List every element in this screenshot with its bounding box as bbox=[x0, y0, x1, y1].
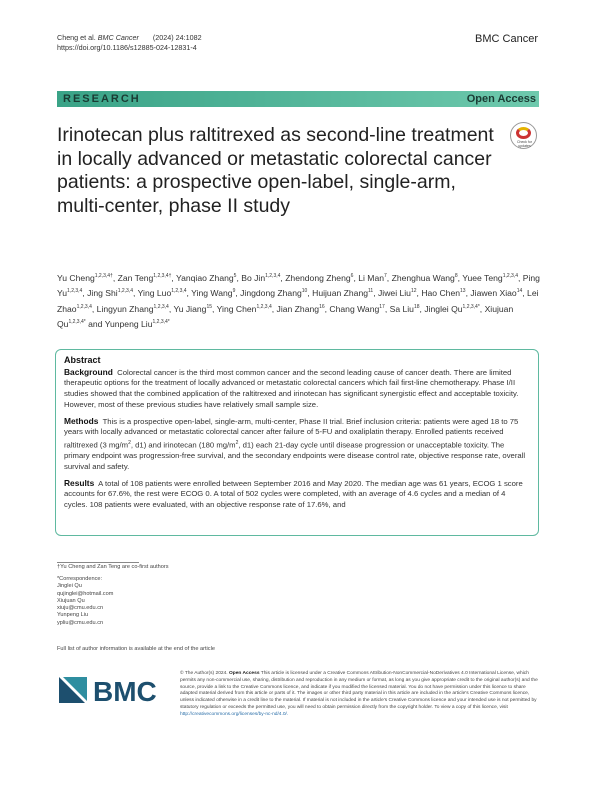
author-name-text: Ying Wang bbox=[191, 288, 233, 299]
author-name bbox=[470, 288, 522, 298]
author-affiliation-sup: 9 bbox=[232, 288, 236, 295]
article-title: Irinotecan plus raltitrexed as second-line treatment in locally advanced or metastatic colorectal cancer patients: a prospective open-label, single-arm, multi-center, phase II study bbox=[57, 124, 494, 217]
author-name bbox=[138, 288, 187, 298]
section-banner bbox=[57, 91, 539, 107]
logo-text: BMC bbox=[93, 676, 157, 707]
author-name bbox=[176, 273, 236, 283]
license-text bbox=[180, 671, 540, 719]
check-for-updates-icon[interactable] bbox=[510, 122, 537, 149]
author-name-text: Ying Luo bbox=[137, 288, 172, 299]
abstract-box bbox=[55, 349, 539, 536]
bmc-logo-icon bbox=[57, 673, 172, 707]
author-name bbox=[277, 304, 325, 314]
author-name-text: Ping Yu bbox=[57, 272, 540, 299]
author-name-text: Xiujuan Qu bbox=[57, 303, 514, 330]
author-name bbox=[358, 273, 387, 283]
author-name-text: Yu Cheng bbox=[57, 272, 95, 283]
author-affiliation-sup: 1,2,3,4† bbox=[94, 273, 113, 279]
author-name-text: Hao Chen bbox=[421, 288, 461, 299]
methods-text-c: , d1) each 21-day cycle until disease progression or unacceptable toxicity. The primary endpoint was progression-free survival, and the secondary endpoints were disease control rate, objective response rate, overall survival and safety. bbox=[64, 440, 526, 471]
author-name-text: Jinglei Qu bbox=[424, 303, 463, 314]
author-name-text: Chang Wang bbox=[329, 303, 380, 314]
author-name-text: Jingdong Zhang bbox=[240, 288, 302, 299]
author-name-text: Sa Liu bbox=[389, 303, 414, 314]
citation-authors: Cheng et al. bbox=[57, 33, 96, 42]
journal-name: BMC Cancer bbox=[475, 33, 538, 45]
bmc-logo bbox=[57, 673, 172, 707]
author-affiliation-sup: 1,2,3,4 bbox=[171, 288, 187, 295]
results-label: Results bbox=[64, 477, 95, 488]
author-name bbox=[390, 304, 420, 314]
author-name bbox=[217, 304, 272, 314]
author-name bbox=[118, 273, 172, 283]
author-affiliation-sup: 1,2,3,4* bbox=[68, 319, 86, 326]
results-text: A total of 108 patients were enrolled between September 2016 and May 2020. The median age was 61 years, ECOG 1 score accounts for 67.6%, the rest were ECOG 0. A total of 502 cycles were completed, with an average of 4.6 cycles and a median of 4 cycles. 108 patients were evaluated, with an objective response rate of 17.6%, and bbox=[64, 478, 523, 509]
author-name-text: Bo Jin bbox=[241, 272, 266, 283]
author-name-text: Li Man bbox=[358, 272, 385, 283]
contact-name: Xiujuan Qu bbox=[57, 597, 85, 604]
contact-list bbox=[57, 583, 113, 627]
background-text: Colorectal cancer is the third most common cancer and the second leading cause of cancer death. There are limited therapeutic options for the treatment of locally advanced or metastatic colorectal cancers which fail first-line chemotherapy. Phase I/II studies showed that the combined application of the raltitrexed and irinotecan has significant synergistic effect and acceptable toxicity. However, most of these previous studies have relatively small sample size. bbox=[64, 367, 519, 409]
author-name-text: Zhendong Zheng bbox=[285, 272, 351, 283]
contact-email[interactable]: qujinglei@hotmail.com bbox=[57, 590, 114, 597]
author-affiliation-sup: 1,2,3,4 bbox=[76, 303, 92, 310]
author-name bbox=[312, 288, 373, 298]
author-affiliation-sup: 10 bbox=[301, 288, 308, 295]
methods-sup-2: 2 bbox=[235, 439, 239, 446]
abstract-background bbox=[64, 367, 530, 411]
author-affiliation-sup: 1,2,3,4 bbox=[265, 273, 281, 279]
author-name-text: Ying Chen bbox=[216, 303, 257, 314]
author-name-text: Jian Zhang bbox=[276, 303, 320, 314]
footnote-divider bbox=[57, 562, 139, 563]
author-affiliation-sup: 15 bbox=[206, 303, 212, 310]
background-label: Background bbox=[64, 366, 113, 377]
author-name-text: Yunpeng Liu bbox=[104, 319, 153, 330]
check-updates-ring-icon bbox=[516, 127, 531, 139]
author-name-text: Yanqiao Zhang bbox=[176, 272, 234, 283]
author-name bbox=[173, 304, 212, 314]
contact-email[interactable]: ypliu@cmu.edu.cn bbox=[57, 619, 104, 626]
abstract-methods bbox=[64, 416, 530, 473]
author-info-note: Full list of author information is available at the end of the article bbox=[57, 646, 215, 652]
author-affiliation-sup: 13 bbox=[460, 288, 466, 295]
author-name-text: Huijuan Zhang bbox=[312, 288, 369, 299]
author-name bbox=[378, 288, 417, 298]
author-name bbox=[105, 319, 170, 329]
author-name bbox=[87, 288, 133, 298]
author-affiliation-sup: 17 bbox=[379, 303, 385, 310]
correspondence-block bbox=[57, 576, 113, 627]
author-name-text: Zan Teng bbox=[117, 272, 154, 283]
author-name bbox=[241, 273, 280, 283]
author-name-text: Lei Zhao bbox=[57, 288, 539, 314]
contact-name: Jinglei Qu bbox=[57, 583, 82, 590]
contact-name: Yunpeng Liu bbox=[57, 612, 89, 619]
author-name-text: Lingyun Zhang bbox=[96, 303, 154, 314]
license-url[interactable]: http://creativecommons.org/licenses/by-nc-nd/4.0/. bbox=[180, 711, 289, 717]
author-affiliation-sup: 1,2,3,4 bbox=[153, 303, 169, 310]
citation-journal: BMC Cancer bbox=[97, 33, 139, 42]
license-prefix: © The Author(s) 2024. bbox=[180, 671, 228, 676]
author-affiliation-sup: 1,2,3,4 bbox=[256, 303, 272, 310]
cofirst-note: †Yu Cheng and Zan Teng are co-first authors bbox=[57, 564, 169, 570]
author-affiliation-sup: 1,2,3,4 bbox=[502, 273, 518, 279]
author-list: Yu Cheng$^{1,2,3,4\dagger}$, Zan Teng$^{1,2,3,4\dagger}$, Yanqiao Zhang$^5$, Bo Jin$^{1,2,3,4}$, Zhendong Zheng$^6$, Li Man$^7$, Zhenghua Wang$^8$, Yuee Teng$^{1,2,3,4}$, Ping Yu$^{1,2,3,4}$, Jing Shi$^{1,2,3,4}$, Ying Luo$^{1,2,3,4}$, Ying Wang$^9$, Jingdong Zhang$^{10}$, Huijuan Zhang$^{11}$, Jiwei Liu$^{12}$, Hao Chen$^{13}$, Jiawen Xiao$^{14}$, Lei Zhao$^{1,2,3,4}$, Lingyun Zhang$^{1,2,3,4}$, Yu Jiang$^{15}$, Ying Chen$^{1,2,3,4}$, Jian Zhang$^{16}$, Chang Wang$^{17}$, Sa Liu$^{18}$, Jinglei $Qu^{1,2,3,4*}$, Xiujuan $Qu^{1,2,3,4*}$ and Yunpeng Liu$^{1,2,3,4*}$ bbox=[57, 272, 540, 330]
citation-line bbox=[57, 33, 202, 53]
author-affiliation-sup: 5 bbox=[233, 273, 237, 279]
section-label: RESEARCH bbox=[63, 93, 141, 105]
author-affiliation-sup: 6 bbox=[350, 273, 354, 279]
author-name-text: Jiwei Liu bbox=[378, 288, 411, 299]
author-affiliation-sup: 1,2,3,4 bbox=[117, 288, 133, 295]
author-name bbox=[285, 273, 353, 283]
author-name-text: Jing Shi bbox=[87, 288, 118, 299]
methods-text-b: , d1) and irinotecan (180 mg/m bbox=[130, 440, 236, 450]
author-name bbox=[329, 304, 384, 314]
methods-sup-1: 2 bbox=[128, 439, 131, 446]
author-affiliation-sup: 11 bbox=[368, 288, 374, 295]
author-affiliation-sup: 1,2,3,4* bbox=[462, 303, 480, 310]
citation-year: (2024) 24:1082 bbox=[152, 33, 202, 42]
author-name bbox=[240, 288, 307, 298]
abstract-heading: Abstract bbox=[64, 355, 101, 365]
author-name bbox=[57, 273, 113, 283]
author-name-text: Yuee Teng bbox=[462, 272, 503, 283]
author-affiliation-sup: 1,2,3,4 bbox=[67, 288, 83, 295]
author-affiliation-sup: 7 bbox=[384, 273, 387, 279]
author-name-text: Jiawen Xiao bbox=[470, 288, 517, 299]
open-access-label: Open Access bbox=[466, 93, 536, 105]
correspondence-label: *Correspondence: bbox=[57, 576, 103, 582]
author-conjunction: and bbox=[85, 319, 105, 330]
author-name bbox=[191, 288, 235, 298]
author-affiliation-sup: 8 bbox=[454, 273, 458, 279]
check-updates-text: Check for updates bbox=[517, 140, 532, 148]
author-affiliation-sup: 12 bbox=[410, 288, 417, 295]
methods-label: Methods bbox=[64, 415, 99, 426]
author-affiliation-sup: 16 bbox=[319, 303, 325, 310]
author-affiliation-sup: 14 bbox=[516, 288, 523, 295]
author-name bbox=[424, 304, 479, 314]
author-name bbox=[97, 304, 169, 314]
author-affiliation-sup: 18 bbox=[413, 303, 420, 310]
author-affiliation-sup: 1,2,3,4* bbox=[152, 319, 170, 326]
abstract-results bbox=[64, 478, 530, 511]
contact-email[interactable]: xiuju@cmu.edu.cn bbox=[57, 605, 104, 612]
license-body: This article is licensed under a Creative Commons Attribution-NonCommercial-NoDerivatives 4.0 International License, which permits any non-commercial use, sharing, distribution and reproduction in any medium or format, as long as you give appropriate credit to the original author(s) and the source, provide a link to the Creative Commons licence, and indicate if you modified the licensed material. You do not have permission under this licence to share adapted material derived from this article or parts of it. The images or other third party material in this article are included in the article's Creative Commons licence, unless indicated otherwise in a credit line to the material. If material is not included in the article's Creative Commons licence and your intended use is not permitted by statutory regulation or exceeds the permitted use, you will need to obtain permission directly from the copyright holder. To view a copy of this licence, visit bbox=[180, 671, 538, 710]
author-name bbox=[462, 273, 518, 283]
methods-text-a: This is a prospective open-label, single-arm, multi-center, Phase II trial. Brief inclusion criteria: patients were aged 18 to 75 years with locally advanced or metastatic colorectal cancer after failure of 5-FU and oxaliplatin therapy. Enrolled patients received raltitrexed (3 mg/m bbox=[64, 416, 519, 450]
author-name-text: Yu Jiang bbox=[173, 303, 207, 314]
license-open-access: Open Access bbox=[229, 671, 260, 676]
author-name bbox=[392, 273, 458, 283]
author-affiliation-sup: 1,2,3,4† bbox=[153, 273, 172, 279]
doi-link[interactable]: https://doi.org/10.1186/s12885-024-12831-4 bbox=[57, 43, 197, 52]
author-name-text: Zhenghua Wang bbox=[391, 272, 455, 283]
author-name bbox=[421, 288, 465, 298]
